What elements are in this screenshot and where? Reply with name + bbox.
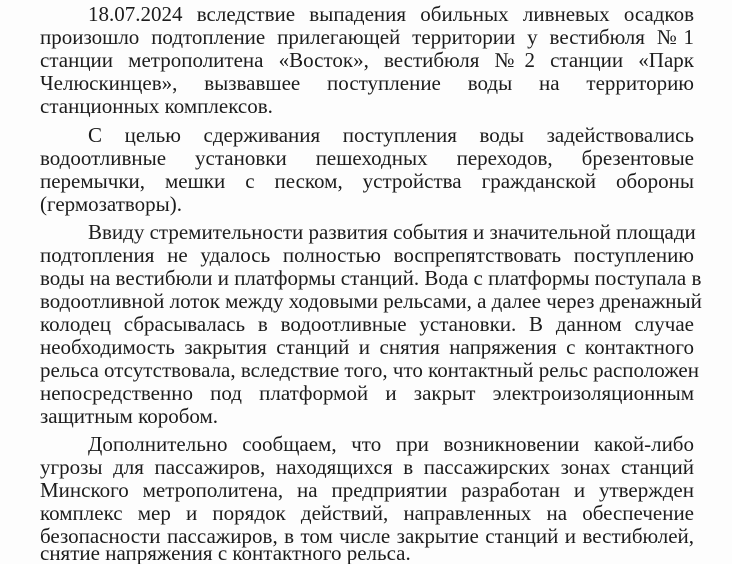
paragraph-3-line-8: непосредственно под платформой и закрыт электроизоляционным: [40, 381, 694, 405]
paragraph-4-line-4: комплекс мер и порядок действий, направленных на обеспечение: [40, 501, 694, 525]
paragraph-2-line-2: водоотливные установки пешеходных переходов, брезентовые: [40, 146, 694, 170]
paragraph-2-line-4: (гермозатворы).: [40, 192, 182, 216]
paragraph-1-line-3: станции метрополитена «Восток», вестибюля №2 станции «Парк: [40, 48, 694, 72]
paragraph-3-line-2: подтопления не удалось полностью воспрепятствовать поступлению: [40, 243, 694, 267]
paragraph-4-line-3: Минского метрополитена, на предприятии разработан и утвержден: [40, 478, 694, 502]
paragraph-3-line-9: защитным коробом.: [40, 404, 219, 428]
paragraph-4-line-5: безопасности пассажиров, в том числе закрытие станций и вестибюлей,: [40, 524, 694, 548]
paragraph-4-line-1: Дополнительно сообщаем, что при возникновении какой-либо: [88, 432, 694, 456]
paragraph-3-line-5: колодец сбрасывалась в водоотливные установки. В данном случае: [40, 312, 694, 336]
paragraph-3-line-1: Ввиду стремительности развития события и значительной площади: [88, 220, 696, 244]
paragraph-3-line-4: водоотливной лоток между ходовыми рельсами, а далее через дренажный: [40, 289, 702, 313]
paragraph-1-line-1: 18.07.2024 вследствие выпадения обильных ливневых осадков: [88, 2, 694, 26]
paragraph-1-line-5: станционных комплексов.: [40, 94, 273, 118]
paragraph-1-line-2: произошло подтопление прилегающей территории у вестибюля №1: [40, 25, 694, 49]
paragraph-3-line-6: необходимость закрытия станций и снятия напряжения с контактного: [40, 335, 694, 359]
paragraph-4-line-6: снятие напряжения с контактного рельса.: [40, 541, 411, 564]
paragraph-3-line-3: воды на вестибюли и платформы станций. Вода с платформы поступала в: [40, 266, 702, 290]
paragraph-2-line-1: С целью сдерживания поступления воды задействовались: [88, 123, 694, 147]
paragraph-3-line-7: рельса отсутствовала, вследствие того, что контактный рельс расположен: [40, 358, 699, 382]
paragraph-2-line-3: перемычки, мешки с песком, устройства гражданской обороны: [40, 169, 694, 193]
paragraph-1-line-4: Челюскинцев», вызвавшее поступление воды на территорию: [40, 71, 694, 95]
paragraph-4-line-2: угрозы для пассажиров, находящихся в пассажирских зонах станций: [40, 455, 694, 479]
